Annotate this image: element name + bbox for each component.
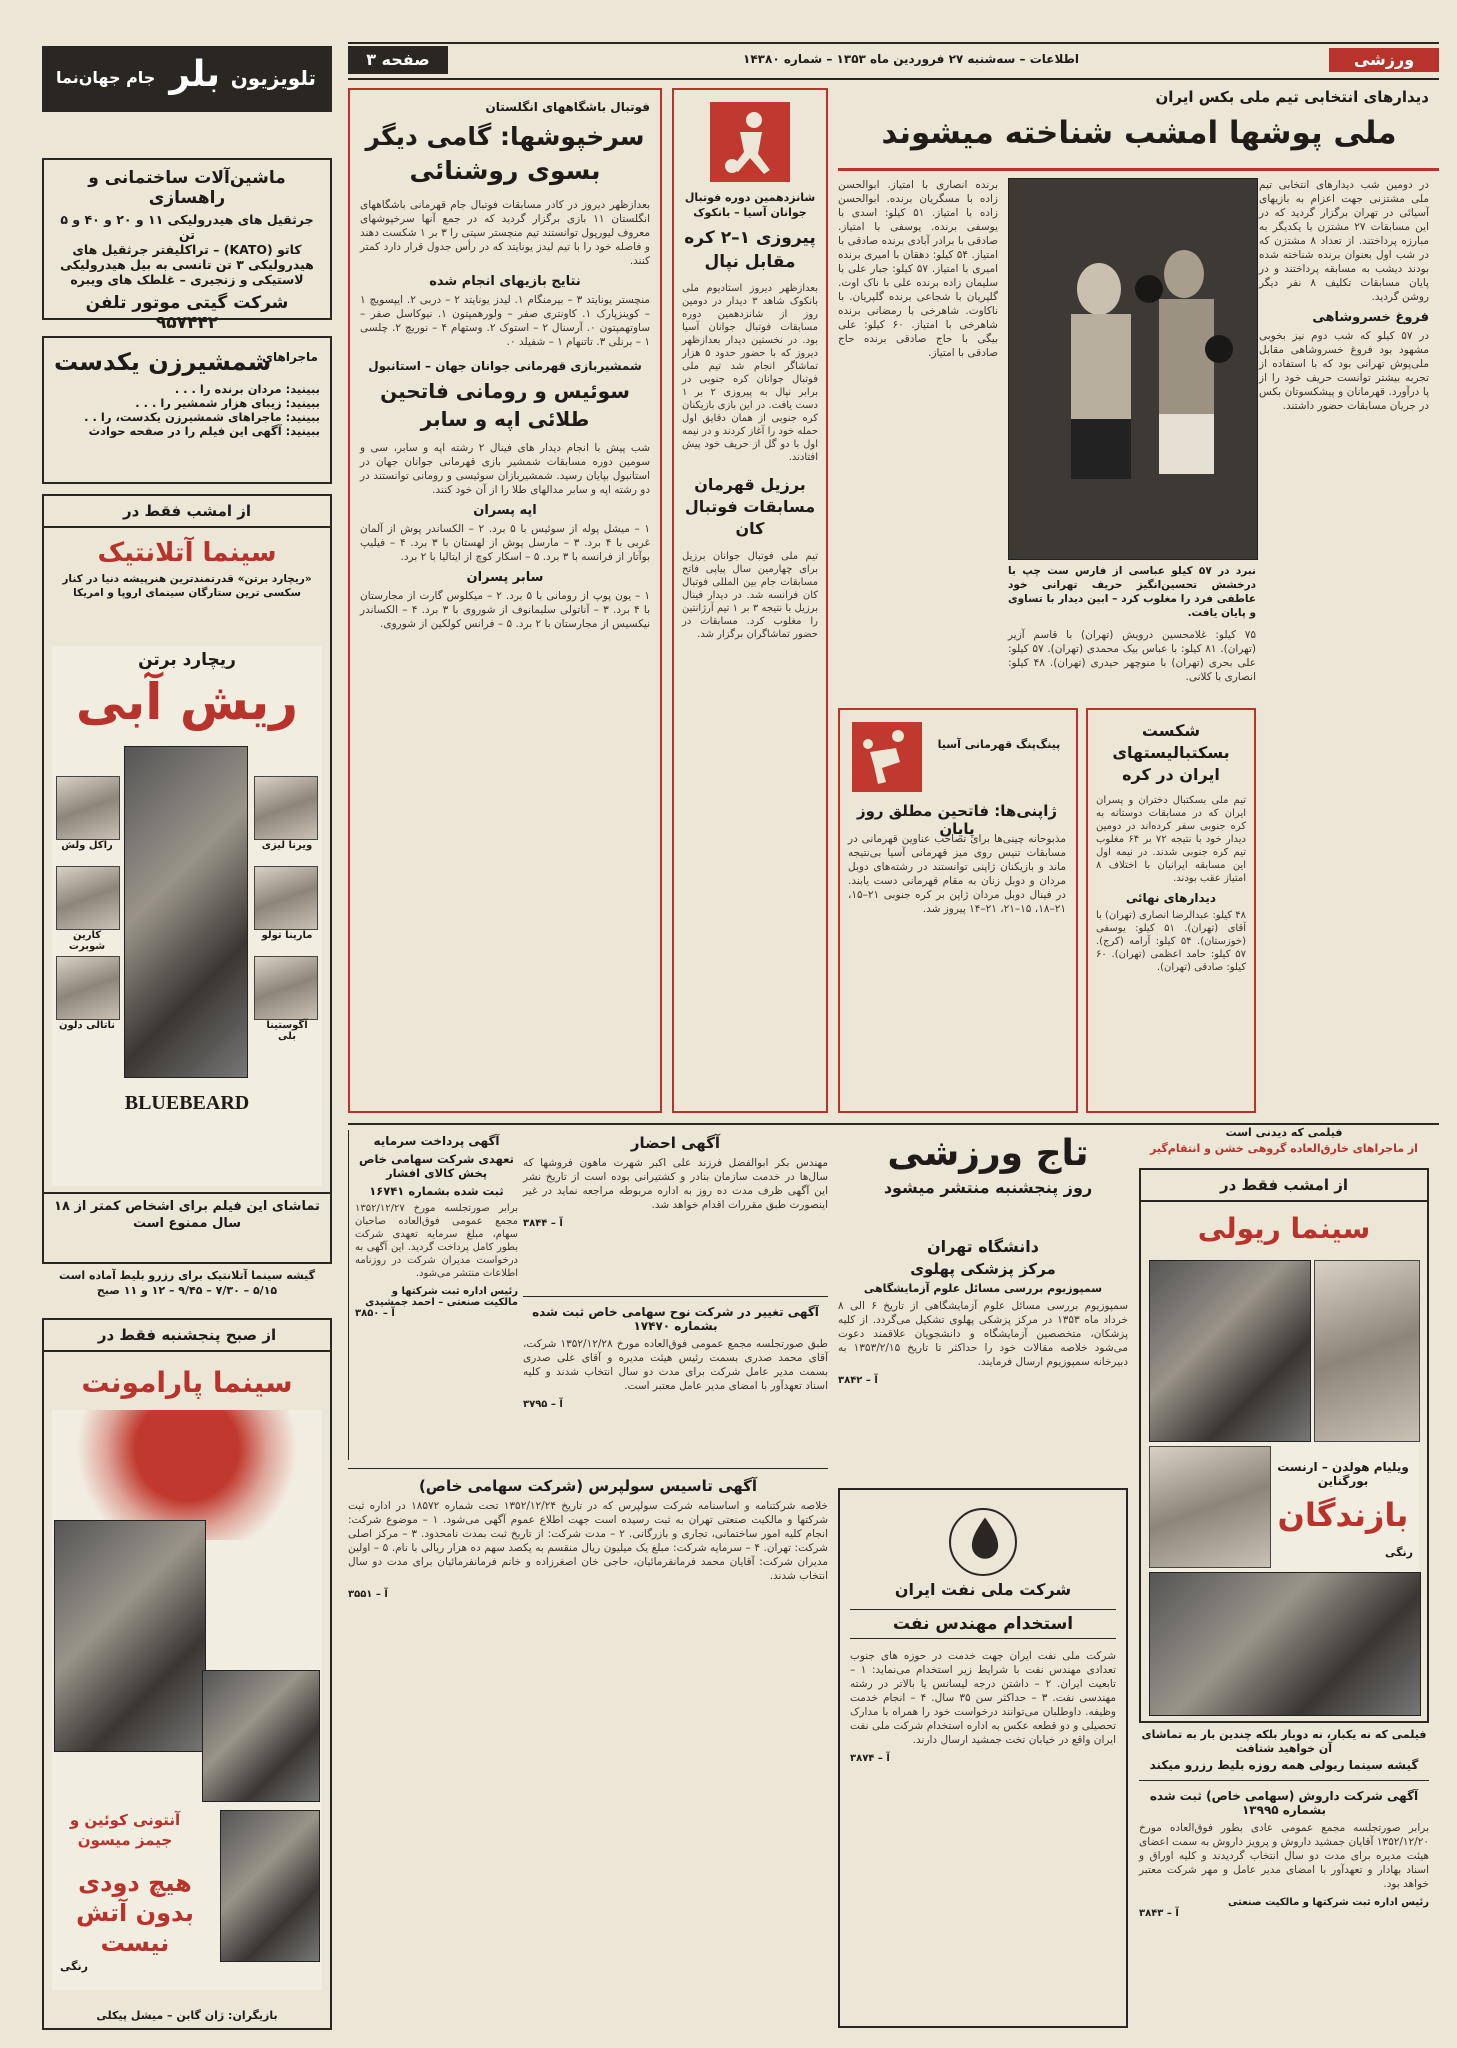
rio-credits: ویلیام هولدن – ارنست بورگناین (1277, 1460, 1409, 1488)
ad-daruvosh (1139, 1780, 1429, 2028)
japan-article (838, 708, 1078, 1113)
swordsman-kicker: ماجراهای (262, 350, 318, 364)
machinery-line: لاستیکی و زنجیری – غلطک های ویبره (70, 272, 304, 287)
ad-daruvosh-code: آ – ۳۸۴۳ (1139, 1908, 1179, 1919)
rio-note2: رنگی (1385, 1546, 1413, 1559)
boxing-results-body: برنده انصاری با امتیاز. ابوالحسن زاده با مسگریان برنده. ابوالحسن زاده با امتیاز. ۵۱ کیلو: اسدی با یوسفی برنده. یوسفی با امتیاز. صادقی با برادر آبادی برنده صادقی با امتیاز. ۵۴ کیلو: دهقان با امیری برنده امیری با امتیاز. ۵۷ کیلو: جبار علی با سلیمان زاده برنده علی با ناک اوت. گلپریان با شجاعی برنده گلپریان. با ناکاوت. شاهرخی با رمضانی برنده شاهرخی با امتیاز. ۶۰ کیلو: علی بیگی با حاج صادقی برنده حاج صادقی با امتیاز. (838, 179, 999, 359)
actress-photo (56, 776, 120, 840)
english-football-headline: سرخپوشها: گامی دیگر بسوی روشنائی (365, 122, 645, 185)
english-football-subhead: نتایج بازیهای انجام شده (429, 274, 581, 289)
ad-capital (348, 1130, 518, 1460)
tv-ad-brand: بلر (169, 54, 220, 95)
rio-truck-photo (1149, 1572, 1421, 1716)
paramount-couple-photo (220, 1810, 320, 1962)
actress-photo (254, 776, 318, 840)
tv-ad (42, 46, 332, 112)
ad-company-code: آ – ۳۵۵۱ (348, 1589, 388, 1600)
rio-note: از ماجراهای خارق‌العاده گروهی خشن و انتقام‌گیر (1150, 1142, 1418, 1155)
oil-code: آ – ۳۸۷۴ (850, 1753, 890, 1764)
machinery-line: جرثقیل های هیدرولیکی ۱۱ و ۲۰ و ۴۰ و ۵ تن (60, 212, 314, 242)
atlantic-notice (42, 1268, 332, 1298)
fencing-body: شب پیش با انجام دیدار های فینال ۲ رشته اپه و سابر، سی و سومین دوره مسابقات شمشیر بازی قهرمانی جوانان جهان در استانبول بپایان رسید. شمشیربازان سوئیسی و رومانی توانستند در دو رشته اپه و سابر مدالهای طلا را از آن خود کنند. (360, 442, 650, 496)
actress-photo (56, 956, 120, 1020)
ad-summons-body: مهندس بکر ابوالفضل فرزند علی اکبر شهرت ماهون فروشها که سال‌ها در خدمت سازمان بنادر و کشتیرانی بوده است از تاریخ نشر این آگهی ظرف مدت ده روز به اداره مربوطه مراجعه نماید در غیر اینصورت طبق مقررات اقدام خواهد شد. (523, 1157, 828, 1211)
newspaper-page (18, 18, 1439, 2030)
boxing-headline-rule (838, 168, 1439, 171)
english-football-kicker: فوتبال باشگاههای انگلستان (485, 100, 650, 114)
ad-company (348, 1468, 828, 2023)
youth-football-body: بعدازظهر دیروز استادیوم ملی بانکوک شاهد ۳ دیدار در دومین روز از شانزدهمین دوره مسابقات فوتبال جوانان آسیا بود. در نخستین دیدار بعدازظهر دیروز که با حضور حدود ۵ هزار تماشاگر انجام شد تیم ملی فوتبال جوانان کره جنوبی در برابر نپال به پیروزی ۲ بر ۱ دست یافت. در این بازی بازیکنان کره جنوبی از همان دقایق اول حمله خود را آغاز کردند و در نیمه اول با دو گل از حریف خود پیش افتادند. (682, 283, 819, 463)
oil-logo (949, 1508, 1017, 1576)
actress-name: آگوستینا بلی (266, 1020, 308, 1042)
oil-title: استخدام مهندس نفت (850, 1609, 1116, 1639)
machinery-line: کاتو (KATO) – تراکلیفتر جرثقیل های (72, 242, 302, 257)
basketball-body: تیم ملی بسکتبال دختران و پسران ایران که در مسابقات دوستانه به کره جنوبی سفر کرده‌اند در دومین دیدار خود با نتیجه ۷۲ بر ۶۴ مغلوب تیم کره جنوبی شدند. در نیمه اول این مسابقه ایرانیان با اختلاف ۸ امتیاز عقب بودند. (1096, 795, 1246, 884)
atlantic-times: ۵/۱۵ – ۷/۳۰ – ۹/۴۵ – ۱۲ و ۱۱ صبح (96, 1284, 278, 1297)
atlantic-banner: از امشب فقط در (44, 496, 330, 528)
boxing-col-right (1259, 178, 1429, 1113)
actress-name: کارین شوبرت (68, 930, 106, 952)
masthead (348, 42, 1439, 80)
paramount-banner: از صبح پنجشنبه فقط در (44, 1320, 330, 1352)
ad-company-title: آگهی تاسیس سولپرس (شرکت سهامی خاص) (418, 1477, 758, 1495)
ad-summons (523, 1130, 828, 1290)
atlantic-desc: «ریچارد برتن» قدرتمندترین هنرپیشه دنیا در کنار سکسی ترین ستارگان سینمای اروپا و امریکا (62, 573, 312, 599)
taj-title: تاج ورزشی (887, 1133, 1089, 1174)
epee-results: ۱ – میشل پوله از سوئیس با ۵ برد. ۲ – الکساندر پوش از آلمان غربی با ۴ برد. ۳ – مارسل پوش از لهستان با ۳ برد. ۴ – فیلیپ بوآتار از فرانسه با ۳ برد. ۵ – اسکار کوچ از ایتالیا با ۲ برد. (360, 523, 651, 563)
atlantic-ad (42, 494, 332, 1264)
actress-name: ویرنا لیزی (261, 840, 313, 851)
japan-body: مذبوحانه چینی‌ها برای تصاحب عناوین قهرمانی در مسابقات تنیس روی میز قهرمانی آسیا بی‌نتیجه ماند و بازیکنان ژاپنی توانستند در رشته‌های دوبل مردان و دوبل زنان به مقام قهرمانی دست یابند. در فینال دوبل مردان ژاپن بر کره جنوبی ۲۱–۱۵، ۲۱–۱۸، ۱۵–۲۱، ۲۱–۱۴ پیروز شد. (848, 833, 1066, 915)
oil-body: شرکت ملی نفت ایران جهت خدمت در حوزه های جنوب تعدادی مهندس نفت با شرایط زیر استخدام می‌نماید: ۱ – تابعیت ایران. ۲ – داشتن درجه لیسانس یا بالاتر در رشته مهندسی نفت. ۳ – حداکثر سن ۳۵ سال. ۴ – انجام خدمت وظیفه. داوطلبان می‌توانند درخواست خود را همراه با مدارک تحصیلی و دو قطعه عکس به اداره استخدام شرکت ملی نفت ایران واقع در خیابان تخت جمشید ارسال دارند. (850, 1650, 1116, 1746)
japan-kicker: پینگ‌پنگ قهرمانی آسیا (937, 738, 1061, 751)
rio-banner: از امشب فقط در (1141, 1170, 1427, 1202)
ad-capital-body: برابر صورتجلسه مورخ ۱۳۵۲/۱۲/۲۷ مجمع عمومی فوق‌العاده صاحبان سهام، مبلغ سرمایه تعهدی شرکت بطور کامل پرداخت گردید. این آگهی به درخواست مدیران شرکت در روزنامه اطلاعات منتشر می‌شود. (355, 1203, 518, 1279)
football-icon (710, 102, 790, 182)
atlantic-star: ریچارد برتن (138, 650, 236, 670)
youth-football-article (672, 88, 828, 1113)
issue-line: اطلاعات – سه‌شنبه ۲۷ فروردین ماه ۱۳۵۳ – شماره ۱۴۳۸۰ (743, 52, 1079, 66)
boxing-col-left (838, 178, 998, 698)
atlantic-title: ریش آبی (75, 673, 299, 731)
ad-change-body: طبق صورتجلسه مجمع عمومی فوق‌العاده مورخ ۱۳۵۲/۱۲/۲۸ شرکت، آقای محمد صدری بسمت رئیس هیئت مدیره و آقای علی صدری بسمت مدیر عامل شرکت برای مدت دو سال انتخاب شدند و کلیه اسناد تعهدآور با امضای مدیر عامل معتبر است. (523, 1338, 828, 1392)
ad-capital-sign: رئیس اداره ثبت شرکتها و مالکیت صنعتی – احمد جمشیدی (365, 1286, 518, 1308)
machinery-title: ماشین‌آلات ساختمانی و راهسازی (88, 168, 286, 208)
oil-ad (838, 1488, 1128, 2028)
rio-face-photo (1149, 1260, 1311, 1442)
paramount-ad (42, 1318, 332, 2030)
ad-summons-code: آ – ۳۸۴۴ (523, 1218, 563, 1229)
atlantic-notice-text: گیشه سینما آتلانتیک برای رزرو بلیط آماده است (58, 1269, 316, 1282)
paramount-still-photo (202, 1670, 320, 1802)
basketball-article (1086, 708, 1256, 1113)
rio-cinema: سینما ریولی (1197, 1212, 1371, 1245)
paramount-cinema: سینما پارامونت (81, 1366, 293, 1399)
section-divider (348, 1123, 1439, 1125)
ad-summons-title: آگهی احضار (630, 1134, 721, 1152)
tv-ad-tagline: جام جهان‌نما (56, 68, 156, 87)
atlantic-film-en: BLUEBEARD (124, 1092, 250, 1114)
actress-photo (254, 866, 318, 930)
page-number: صفحه ۳ (348, 46, 448, 74)
atlantic-warning: تماشای این فیلم برای اشخاص کمتر از ۱۸ سال ممنوع است (44, 1192, 330, 1232)
swordsman-line: ببینید: مردان برنده را . . . (174, 382, 320, 396)
rio-title: بازندگان (1277, 1496, 1409, 1534)
basketball-results: ۴۸ کیلو: عبدالرضا انصاری (تهران) با آقای (تهران). ۵۱ کیلو: یوسفی (خوزستان). ۵۴ کیلو: آرامه (کرج). ۵۷ کیلو: حامد اعظمی (تهران). ۶۰ کیلو: صادقی (تهران). (1096, 910, 1247, 973)
ad-tehran (838, 1233, 1128, 1483)
ad-capital-title: آگهی پرداخت سرمایه (373, 1134, 500, 1148)
paramount-poster (52, 1410, 322, 1990)
rio-footer2: گیشه سینما ریولی همه روزه بلیط رزرو میکند (1149, 1758, 1419, 1772)
tv-ad-label: تلویزیون (230, 66, 316, 90)
english-football-body: بعدازظهر دیروز در کادر مسابقات فوتبال جام قهرمانی باشگاههای انگلستان ۱۱ بازی برگزار گردید که در جمع آنها سرخپوشهای معروف لیورپول توانستند تیم منچستر سیتی را ۳ بر ۱ شکست دهند و فاصله خود را با تیم لیدز یونایتد که در رأس جدول قرار دارد کمتر کنند. (360, 199, 650, 267)
ad-change-code: آ – ۳۷۹۵ (523, 1399, 563, 1410)
ad-daruvosh-sign: رئیس اداره ثبت شرکتها و مالکیت صنعتی (1228, 1897, 1429, 1908)
ad-tehran-body: سمپوزیوم بررسی مسائل علوم آزمایشگاهی از تاریخ ۶ الی ۸ خرداد ماه ۱۳۵۳ در مرکز پزشکی پهلوی تشکیل می‌گردد. از کلیه پزشکان، متخصصین آزمایشگاه و دانشجویان علاقمند دعوت می‌شود خلاصه مقالات خود را حداکثر تا تاریخ ۱۳۵۳/۲/۱۵ به دبیرخانه سمپوزیوم ارسال فرمایند. (838, 1300, 1129, 1368)
ad-tehran-center: مرکز پزشکی پهلوی (910, 1260, 1056, 1278)
sabre-results: ۱ – یون پوپ از رومانی با ۵ برد. ۲ – میکلوس گارت از مجارستان با ۴ برد. ۳ – آناتولی سلیمانوف از شوروی با ۳ برد. ۴ – الکساندر نیکسیس از مجارستان با ۲ برد. ۵ – فرانس کولکین از شوروی. (360, 590, 651, 630)
ad-daruvosh-body: برابر صورتجلسه مجمع عمومی عادی بطور فوق‌العاده مورخ ۱۳۵۲/۱۲/۲۰ آقایان جمشید داروش و پرویز داروش به سمت اعضای هیئت مدیره برای مدت دو سال انتخاب گردیدند و کلیه اوراق و اسناد بهادار و تعهدآور با امضای مدیر عامل و مهر شرکت معتبر خواهد بود. (1139, 1822, 1429, 1890)
section-label: ورزشی (1329, 48, 1439, 72)
oil-emblem-icon (955, 1510, 1015, 1570)
swordsman-title: شمشیرزن یکدست (54, 348, 272, 376)
actress-name: راکل ولش (61, 840, 113, 851)
brazil-body: تیم ملی فوتبال جوانان برزیل برای چهارمین سال پیاپی فاتح مسابقات جام بین المللی فوتبال کان فرانسه شد. در دیدار فینال برزیل با نتیجه ۳ بر ۱ تیم آرژانتین را مغلوب کرد. مسابقات در حضور تماشاگران برگزار شد. (682, 551, 818, 640)
boxing-kicker: دیدارهای انتخابی تیم ملی بکس ایران (1155, 88, 1429, 106)
ad-change (523, 1296, 828, 1456)
youth-football-headline: پیروزی ۱–۲ کره مقابل نپال (684, 228, 816, 272)
oil-company: شرکت ملی نفت ایران (894, 1580, 1072, 1599)
basketball-headline: شکست بسکتبالیستهای ایران در کره (1112, 721, 1230, 784)
swordsman-line: ببینید: ماجراهای شمشیرزن یکدست، را . . (84, 410, 320, 424)
actress-name: مارینا تولو (261, 930, 313, 941)
ad-company-body: خلاصه شرکتنامه و اساسنامه شرکت سولپرس که در تاریخ ۱۳۵۲/۱۲/۲۴ تحت شماره ۱۸۵۷۲ در اداره ثبت شرکتها و مالکیت صنعتی تهران به ثبت رسیده است جهت اطلاع عموم آگهی می‌شود. ۱ – موضوع شرکت: انجام کلیه امور ساختمانی، تجاری و بازرگانی. ۲ – مدت شرکت: از تاریخ ثبت بمدت نامحدود. ۳ – مرکز اصلی شرکت: تهران. ۴ – سرمایه شرکت: مبلغ یک میلیون ریال منقسم به یکصد سهم ده هزار ریالی با نام. ۵ – اولین مدیران شرکت: آقایان محمد فرمانفرمائیان، حاجی خان اصغرزاده و خانم فرمانفرمائیان برای مدت دو سال انتخاب شدند. (348, 1500, 828, 1582)
ad-capital-code: آ – ۳۸۵۰ (355, 1308, 395, 1319)
ad-daruvosh-title: آگهی شرکت داروش (سهامی خاص) ثبت شده بشماره ۱۳۹۹۵ (1149, 1789, 1419, 1817)
rio-poster (1149, 1260, 1419, 1715)
sabre-subhead: سابر پسران (466, 570, 544, 585)
boxing-photo (1008, 178, 1258, 560)
actress-name: ناتالی دلون (58, 1020, 116, 1031)
taj-subtitle: روز پنجشنبه منتشر میشود (883, 1178, 1093, 1197)
machinery-ad (42, 158, 332, 333)
swordsman-ad (42, 336, 332, 484)
swordsman-line: ببینید: زیبای هزار شمشیر را . . . (135, 396, 320, 410)
ad-change-title: آگهی تغییر در شرکت نوح سهامی خاص ثبت شده بشماره ۱۷۴۷۰ (532, 1305, 819, 1333)
english-football-results: منچستر یونایتد ۳ – بیرمنگام ۱. لیدز یونایتد ۲ – دربی ۲. ایپسویچ ۱ – کوینزپارک ۱. کاونتری صفر – ولورهمپتون ۱. نیوکاسل صفر – ساوتهمپتون ۰. آرسنال ۲ – استوک ۲. وستهام ۴ – نوریچ ۲. چلسی ۱ – برنلی ۳. تاتنهام ۱ – شفیلد ۰. (360, 294, 651, 348)
atlantic-main-photo (124, 746, 248, 1078)
boxing-results: ۷۵ کیلو: غلامحسین درویش (تهران) با قاسم آزیر (تهران). ۸۱ کیلو: با عباس بیک محمدی (تهران). ۵۷ کیلو: علی بحری (تهران) با منوچهر حیدری (تهران). ۴۸ کیلو: انصاری با کلانی. (1008, 629, 1256, 683)
paramount-credits: آنتونی کوئین و جیمز میسون (69, 1811, 181, 1849)
swordsman-line: ببینید: آگهی این فیلم را در صفحه حوادث (88, 424, 320, 438)
brazil-headline: برزیل قهرمان مسابقات فوتبال کان (684, 475, 816, 538)
rio-kicker: فیلمی که دیدنی است (1225, 1126, 1343, 1139)
paramount-footer: بازیگران: ژان گابن – میشل پیکلی (96, 2009, 278, 2022)
rio-motorcycle-photo (1314, 1260, 1420, 1442)
boxing-intro: در دومین شب دیدارهای انتخابی تیم ملی مشتزنی جهت اعزام به بازیهای آسیائی در تهران برگزار گردید که در این مسابقات ۲۷ مشتزن با یکدیگر به مبارزه پرداختند. از تعداد ۸ مشتزن که در شب اول بعنوان برنده شناخته شده بودند دیشب به مسابقه پرداختند و در پایان مسابقات تکلیف ۸ نفر دیگر روشن گردید. (1259, 179, 1429, 303)
paramount-title: هیچ دودی بدون آتش نیست (76, 1869, 194, 1957)
ad-capital-sub: تعهدی شرکت سهامی خاص پخش کالای افشار (359, 1152, 514, 1180)
ad-capital-reg: ثبت شده بشماره ۱۶۷۴۱ (369, 1184, 504, 1198)
boxing-headline: ملی پوشها امشب شناخته میشوند (881, 115, 1397, 151)
rio-footer: فیلمی که نه یکبار، نه دوبار بلکه چندین بار به تماشای آن خواهید شتافت (1141, 1728, 1427, 1755)
boxers-illustration (1009, 179, 1257, 559)
actress-photo (56, 866, 120, 930)
paramount-note: رنگی (60, 1960, 88, 1973)
ad-tehran-university: دانشگاه تهران (927, 1237, 1039, 1256)
table-tennis-icon (852, 722, 922, 792)
fencing-kicker: شمشیربازی قهرمانی جوانان جهان – استانبول (368, 359, 642, 373)
ad-tehran-sub: سمپوزیوم بررسی مسائل علوم آزمایشگاهی (863, 1282, 1103, 1295)
epee-subhead: اپه پسران (473, 503, 537, 518)
boxing-subhead: فروغ خسروشاهی (1312, 310, 1429, 325)
ad-tehran-code: آ – ۳۸۴۲ (838, 1375, 878, 1386)
boxing-intro-2: در ۵۷ کیلو که شب دوم نیز بخوبی مشهود بود فروغ خسروشاهی مقابل ملی‌پوش تهرانی بود که با استفاده از تجربه بیشتر توانست حریف خود را از پا درآورد. قهرمانان و پیشکسوتان بکس در جریان مسابقات حضور داشتند. (1259, 330, 1429, 412)
rio-action-photo (1149, 1446, 1271, 1568)
boxing-results-bottom (1008, 628, 1256, 698)
machinery-phone: شرکت گیتی موتور تلفن ۹۵۷۴۴۲ (85, 293, 289, 333)
boxing-caption: نبرد در ۵۷ کیلو عباسی از فارس ست چپ با درخشش تحسین‌انگیز حریف تهرانی خود عاطفی فرد را مغلوب کرد – ابین دیدار با تساوی و پایان یافت. (1008, 565, 1256, 619)
actress-photo (254, 956, 318, 1020)
rio-ad (1139, 1168, 1429, 1723)
english-football-article (348, 88, 662, 1113)
japan-headline: ژاپنی‌ها: فاتحین مطلق روز پایان (856, 802, 1058, 838)
atlantic-poster (52, 646, 322, 1186)
paramount-face-photo (54, 1520, 206, 1752)
fencing-headline: سوئیس و رومانی فاتحین طلائی اپه و سابر (380, 379, 630, 431)
youth-football-kicker: شانزدهمین دوره فوتبال جوانان آسیا – بانکوک (684, 191, 816, 219)
basketball-subhead: دیدارهای نهائی (1125, 891, 1217, 905)
taj-ad (848, 1130, 1128, 1226)
machinery-line: هیدرولیکی ۳ تن تانسی به بیل هیدرولیکی (60, 257, 314, 272)
atlantic-cinema: سینما آتلانتیک (97, 538, 277, 568)
